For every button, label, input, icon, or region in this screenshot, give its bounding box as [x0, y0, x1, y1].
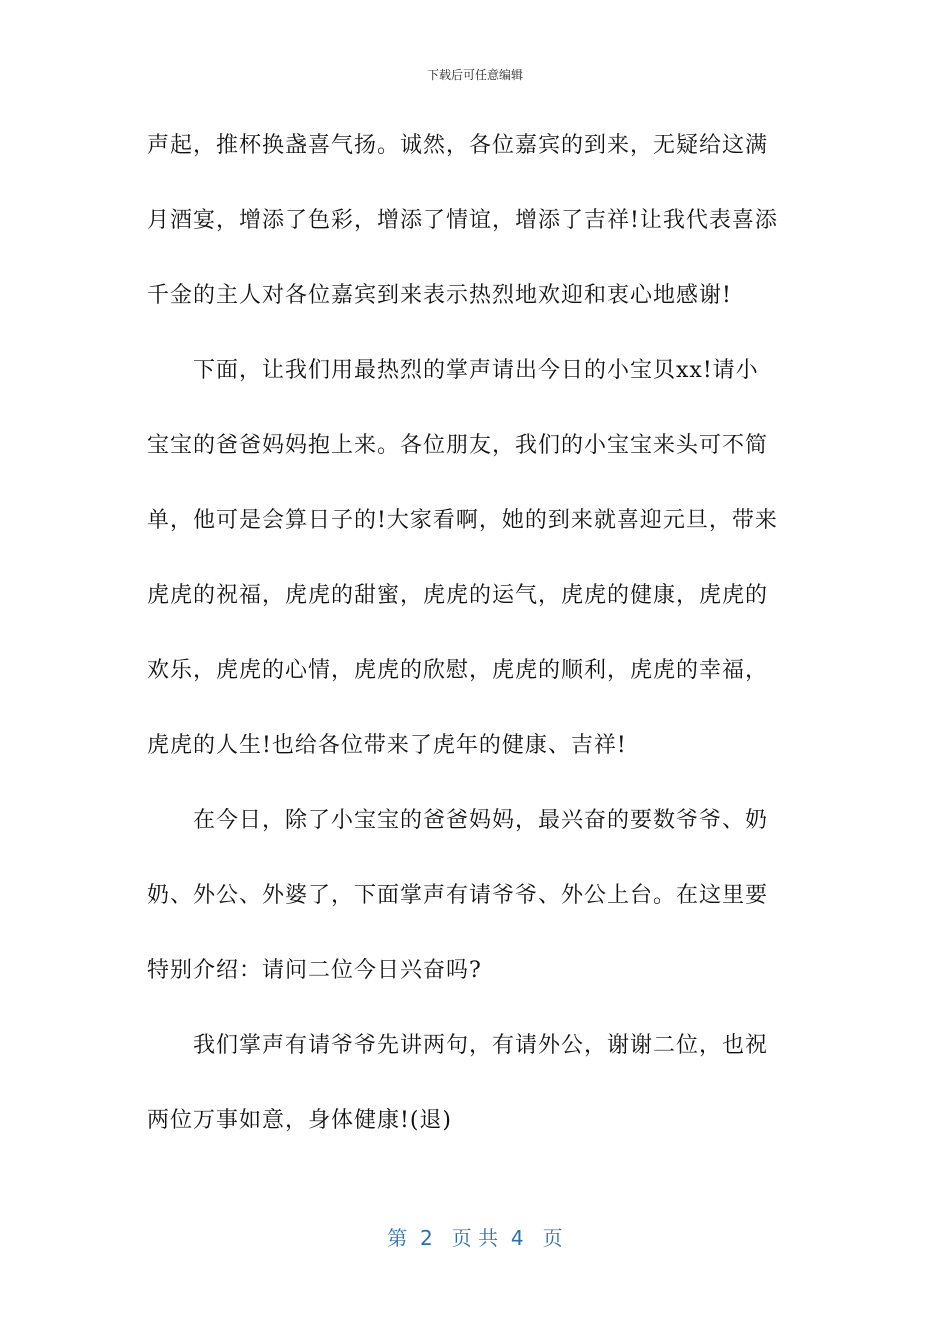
- body-line: 奶、外公、外婆了，下面掌声有请爷爷、外公上台。在这里要: [147, 883, 769, 908]
- body-line: 两位万事如意，身体健康!(退): [147, 1108, 453, 1133]
- body-line: 月酒宴，增添了色彩，增添了情谊，增添了吉祥!让我代表喜添: [147, 208, 778, 233]
- body-line: 声起，推杯换盏喜气扬。诚然，各位嘉宾的到来，无疑给这满: [147, 133, 769, 158]
- document-body: [147, 118, 817, 1168]
- body-line: 千金的主人对各位嘉宾到来表示热烈地欢迎和衷心地感谢!: [147, 283, 732, 308]
- body-line-paragraph-start: 在今日，除了小宝宝的爸爸妈妈，最兴奋的要数爷爷、奶: [193, 808, 769, 833]
- body-line: 特别介绍：请问二位今日兴奋吗?: [147, 958, 482, 983]
- body-line: 虎虎的人生!也给各位带来了虎年的健康、吉祥!: [147, 733, 627, 758]
- body-line: 宝宝的爸爸妈妈抱上来。各位朋友，我们的小宝宝来头可不简: [147, 433, 769, 458]
- body-line: 单，他可是会算日子的!大家看啊，她的到来就喜迎元旦，带来: [147, 508, 778, 533]
- page-header-note: 下载后可任意编辑: [426, 68, 523, 82]
- body-line-paragraph-start: 下面，让我们用最热烈的掌声请出今日的小宝贝xx!请小: [193, 358, 759, 383]
- body-line-paragraph-start: 我们掌声有请爷爷先讲两句，有请外公，谢谢二位，也祝: [193, 1033, 769, 1058]
- page-number-footer: 第 2 页 共 4 页: [387, 1226, 563, 1250]
- body-line: 欢乐，虎虎的心情，虎虎的欣慰，虎虎的顺利，虎虎的幸福，: [147, 658, 769, 683]
- body-line: 虎虎的祝福，虎虎的甜蜜，虎虎的运气，虎虎的健康，虎虎的: [147, 583, 769, 608]
